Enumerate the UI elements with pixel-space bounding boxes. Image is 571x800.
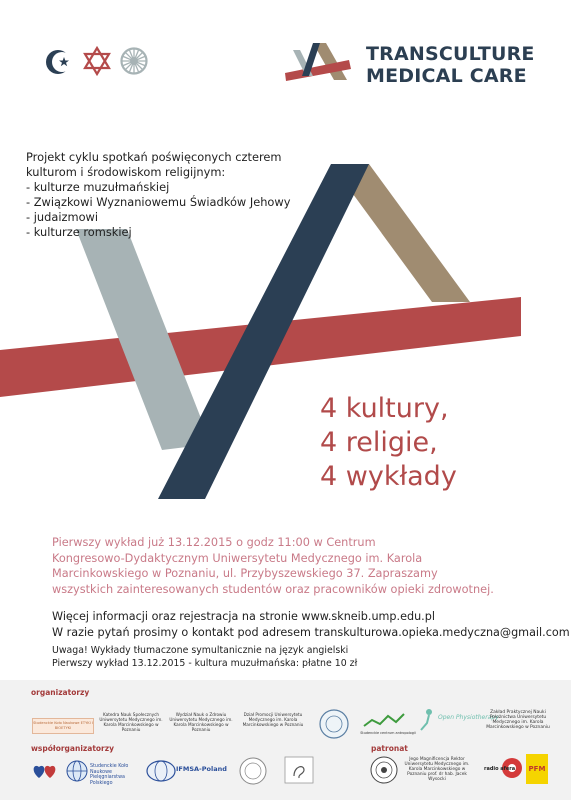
co-organizers-label: współorganizatorzy [31, 744, 115, 753]
intro-line: kulturom i środowiskom religijnym: [26, 165, 226, 179]
patron3-text: PFM [528, 765, 546, 773]
nursing-globe-icon [66, 760, 88, 782]
headline-line-1: 4 kultury, [320, 393, 449, 424]
ifmsa-globe-icon [146, 760, 176, 782]
lecture-line: Marcinkowskiego w Poznaniu, ul. Przybyszewskiego 37. Zapraszamy [52, 567, 438, 580]
brand-name [366, 43, 535, 87]
contact-email-info: W razie pytań prosimy o kontakt pod adresem transkulturowa.opieka.medyczna@gmail.com [52, 626, 570, 639]
registration-info: Więcej informacji oraz rejestracja na stronie www.skneib.ump.edu.pl [52, 610, 435, 623]
intro-line: - kulturze muzułmańskiej [26, 180, 170, 194]
lecture-line: Pierwszy wykład już 13.12.2015 o godz 11:00 w Centrum [52, 536, 376, 549]
org4-text: Dział Promocji Uniwersytetu Medycznego im. Karola Marcinkowskiego w Poznaniu [242, 712, 304, 727]
transculture-logo-icon [283, 40, 353, 85]
university-seal-icon [318, 708, 350, 740]
dharma-wheel-icon [119, 46, 149, 76]
organizers-label: organizatorzy [31, 688, 90, 697]
intro-line: - Związkowi Wyznaniowemu Świadków Jehowy [26, 195, 291, 209]
intro-line: - kulturze romskiej [26, 225, 132, 239]
note-text [52, 644, 357, 670]
pfm-logo [526, 754, 548, 784]
headline-line-3: 4 wykłady [320, 461, 457, 492]
lecture-details [52, 535, 494, 597]
intro-text [26, 150, 290, 240]
intro-line: Projekt cyklu spotkań poświęconych czterem [26, 150, 282, 164]
org6-text: Open Physiotherapy [438, 714, 499, 721]
rector-seal-icon [370, 756, 398, 784]
org1-text: Studenckie Koło Naukowe ETYKI I BIOETYKI [33, 721, 93, 730]
lecture-line: wszystkich zainteresowanych studentów oraz pracowników opieki zdrowotnej. [52, 582, 494, 596]
co1-text: Studenckie Koło Naukowe Pielęgniarstwa Polskiego [90, 764, 129, 786]
headline [320, 392, 457, 494]
coorg-seal-icon [238, 756, 268, 786]
headline-line-2: 4 religie, [320, 427, 438, 458]
contact-info [52, 609, 570, 641]
org2-text: Katedra Nauk Społecznych Uniwersytetu Medycznego im. Karola Marcinkowskiego w Poznaniu [99, 712, 163, 732]
intro-line: - judaizmowi [26, 210, 99, 224]
lecture-line: Kongresowo-Dydaktycznym Uniwersytetu Medycznego im. Karola [52, 551, 423, 565]
brand-line-2: MEDICAL CARE [366, 65, 527, 87]
note-line-1: Uwaga! Wykłady tłumaczone symultanicznie na język angielski [52, 645, 349, 656]
org7-text: Zakład Praktycznej Nauki Położnictwa Uniwersytetu Medycznego im. Karola Marcinkowskiego w Poznaniu [486, 710, 550, 730]
crescent-star-icon [44, 47, 74, 77]
org5-text: Studenckie centrum antropologii [360, 731, 416, 735]
note-line-2: Pierwszy wykład 13.12.2015 - kultura muzułmańska: płatne 10 zł [52, 658, 358, 669]
hearts-logo-icon [32, 762, 58, 780]
physio-figure-icon [418, 708, 438, 734]
brand-line-1: TRANSCULTURE [366, 43, 535, 65]
coorg-emblem-icon [284, 756, 314, 784]
patron2-text: radio afera [484, 766, 516, 772]
patron1-text: Jego Magnificencja Rektor Uniwersytetu Medycznego im. Karola Marcinkowskiego w Poznaniu prof. dr hab. Jacek Wysocki [404, 757, 470, 782]
star-of-david-icon [82, 46, 112, 76]
co2-text: IFMSA-Poland [176, 765, 227, 773]
patron-label: patronat [371, 744, 408, 753]
org3-text: Wydział Nauk o Zdrowiu Uniwersytetu Medycznego im. Karola Marcinkowskiego w Poznaniu [169, 712, 233, 732]
org-logo-skneib [32, 718, 94, 734]
anthropology-logo-icon [362, 710, 406, 732]
